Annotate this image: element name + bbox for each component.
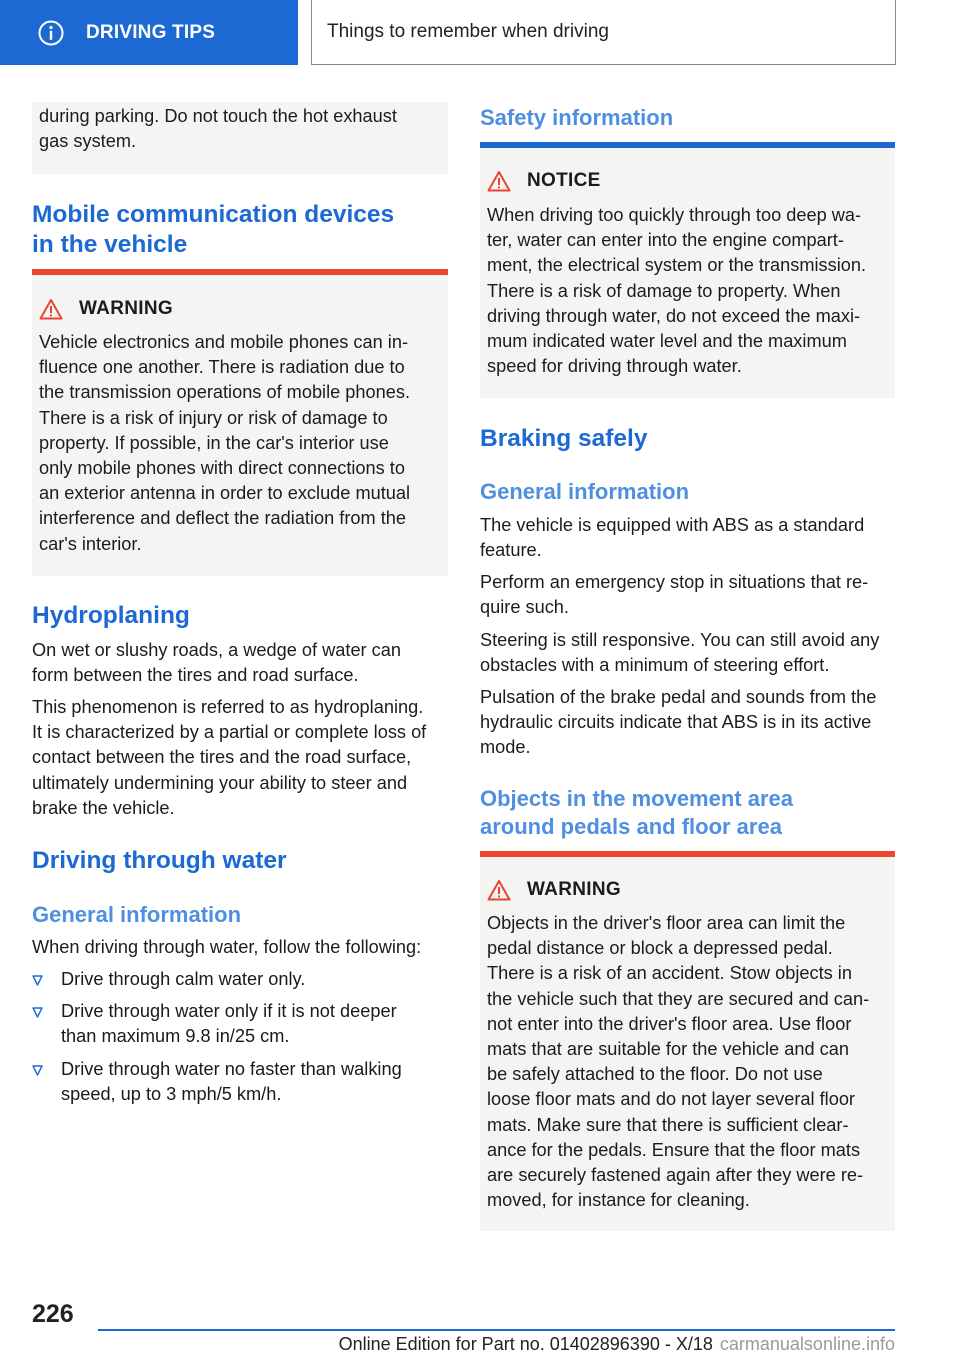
text-line: pedal distance or block a depressed pedal. [487, 938, 833, 959]
intro-paragraph [39, 104, 444, 154]
page-number: 226 [32, 1300, 74, 1328]
hydroplaning-heading: Hydroplaning [32, 602, 190, 629]
heading-line: Objects in the movement area [480, 786, 793, 811]
text-line: Steering is still responsive. You can still avoid any [480, 630, 880, 650]
text-line: property. If possible, in the car's interior use [39, 432, 389, 453]
warning-label: WARNING [527, 879, 621, 900]
text-line: moved, for instance for cleaning. [487, 1190, 750, 1211]
text-line: during parking. Do not touch the hot exhaust [39, 106, 397, 126]
text-line: car's interior. [39, 533, 142, 554]
text-line: brake the vehicle. [32, 797, 175, 818]
braking-paragraph-4 [480, 685, 900, 761]
text-line: ance for the pedals. Ensure that the floor mats [487, 1139, 861, 1160]
braking-paragraph-2 [480, 570, 900, 620]
text-line: mats that are suitable for the vehicle and can [487, 1039, 849, 1060]
warning-text-objects [487, 911, 892, 1213]
section-title: DRIVING TIPS [86, 21, 216, 43]
section-tab[interactable] [0, 0, 298, 65]
warning-triangle-icon [487, 879, 511, 901]
text-line: ter, water can enter into the engine compart- [487, 230, 844, 251]
water-general-info-heading: General information [32, 902, 242, 927]
text-line: It is characterized by a partial or complete loss of [32, 722, 427, 743]
heading-line: Mobile communication devices [32, 201, 395, 228]
heading-line: around pedals and floor area [480, 814, 782, 839]
text-line: driving through water, do not exceed the maxi- [487, 305, 861, 326]
info-icon [38, 20, 64, 46]
list-item [32, 967, 448, 992]
mobile-devices-heading [32, 200, 448, 260]
text-line: speed, up to 3 mph/5 km/h. [61, 1084, 282, 1105]
text-line: When driving too quickly through too deep wa- [487, 205, 862, 225]
text-line: loose floor mats and do not layer several floor [487, 1089, 855, 1110]
warning-label: WARNING [79, 298, 173, 319]
text-line: the vehicle such that they are secured and can- [487, 988, 870, 1009]
watermark-text: carmanualsonline.info [719, 1334, 895, 1354]
text-line: Drive through calm water only. [61, 969, 306, 989]
triangle-bullet-icon [32, 1007, 43, 1018]
text-line: feature. [480, 540, 542, 561]
text-line: mode. [480, 737, 531, 758]
text-line: form between the tires and road surface. [32, 665, 359, 686]
warning-title-mobile [39, 298, 173, 320]
text-line: Objects in the driver's floor area can limit the [487, 913, 846, 933]
warning-title-objects [487, 879, 621, 901]
warning-text-mobile [39, 330, 444, 557]
braking-general-info-heading: General information [480, 479, 690, 504]
edition-footer [300, 1334, 895, 1355]
text-line: be safely attached to the floor. Do not use [487, 1064, 823, 1085]
text-line: Perform an emergency stop in situations that re- [480, 572, 869, 592]
text-line: the transmission operations of mobile phones. [39, 382, 411, 403]
text-line: fluence one another. There is radiation due to [39, 357, 405, 378]
braking-paragraph-3 [480, 628, 900, 678]
text-line: interference and deflect the radiation from the [39, 508, 407, 529]
text-line: ment, the electrical system or the transmission. [487, 255, 867, 276]
text-line: not enter into the driver's floor area. Use floor [487, 1013, 852, 1034]
heading-line: in the vehicle [32, 231, 188, 258]
warning-triangle-icon [39, 298, 63, 320]
hydroplaning-paragraph-1 [32, 638, 448, 688]
chapter-title: Things to remember when driving [327, 21, 609, 42]
notice-label: NOTICE [527, 170, 601, 191]
text-line: than maximum 9.8 in/25 cm. [61, 1026, 290, 1047]
hydroplaning-paragraph-2 [32, 695, 452, 821]
text-line: are securely fastened again after they were re- [487, 1165, 864, 1186]
text-line: only mobile phones with direct connections to [39, 458, 405, 479]
footer-rule [98, 1329, 895, 1331]
text-line: obstacles with a minimum of steering effort. [480, 655, 830, 676]
edition-text: Online Edition for Part no. 01402896390 - X/18 [338, 1334, 713, 1354]
braking-safely-heading: Braking safely [480, 425, 648, 452]
chapter-title-box [311, 0, 896, 65]
triangle-bullet-icon [32, 1065, 43, 1076]
braking-paragraph-1 [480, 513, 900, 563]
text-line: gas system. [39, 131, 137, 152]
objects-pedals-heading [480, 785, 895, 841]
text-line: Pulsation of the brake pedal and sounds from the [480, 687, 877, 707]
list-item [32, 1057, 448, 1107]
notice-title [487, 170, 601, 192]
text-line: There is a risk of an accident. Stow objects in [487, 963, 852, 984]
triangle-bullet-icon [32, 975, 43, 986]
text-line: mats. Make sure that there is sufficient clear- [487, 1114, 849, 1135]
text-line: hydraulic circuits indicate that ABS is in its active [480, 712, 872, 733]
text-line: quire such. [480, 597, 569, 618]
text-line: The vehicle is equipped with ABS as a standard [480, 515, 865, 535]
text-line: ultimately undermining your ability to steer and [32, 772, 408, 793]
warning-triangle-icon [487, 170, 511, 192]
text-line: contact between the tires and the road surface, [32, 747, 412, 768]
text-line: This phenomenon is referred to as hydroplaning. [32, 697, 424, 717]
text-line: Drive through water no faster than walking [61, 1059, 402, 1079]
notice-text [487, 203, 892, 379]
list-item [32, 999, 448, 1049]
text-line: There is a risk of injury or risk of damage to [39, 407, 388, 428]
text-line: an exterior antenna in order to exclude mutual [39, 483, 411, 504]
text-line: speed for driving through water. [487, 356, 742, 377]
text-line: mum indicated water level and the maximum [487, 331, 847, 352]
water-intro: When driving through water, follow the following: [32, 937, 422, 957]
text-line: Drive through water only if it is not deeper [61, 1001, 397, 1021]
text-line: There is a risk of damage to property. When [487, 280, 841, 301]
text-line: Vehicle electronics and mobile phones can in- [39, 332, 409, 352]
text-line: On wet or slushy roads, a wedge of water can [32, 640, 401, 660]
safety-information-heading: Safety information [480, 105, 674, 130]
driving-through-water-heading: Driving through water [32, 847, 287, 874]
